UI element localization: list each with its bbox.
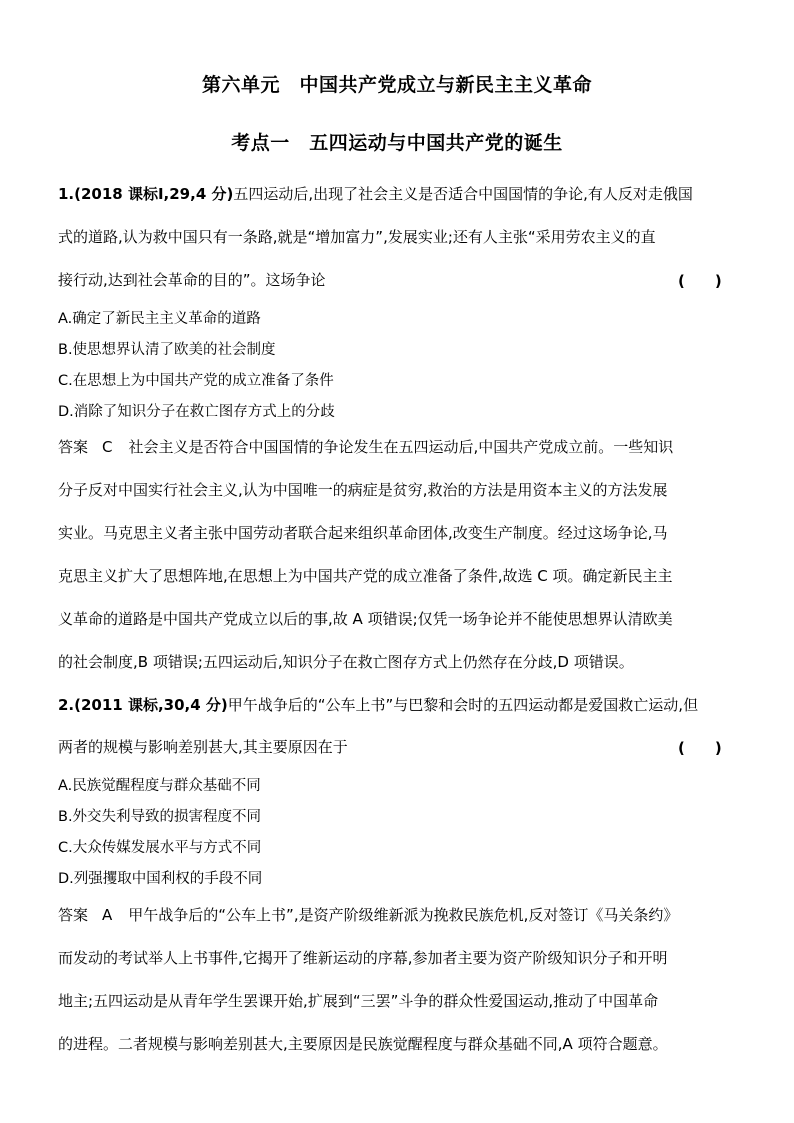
question-1-explanation-line-2: 分子反对中国实行社会主义,认为中国唯一的病症是贫穷,救治的方法是用资本主义的方法发展 — [58, 481, 668, 499]
question-1-answer-letter: C — [102, 438, 113, 456]
question-2-option-d: D.列强攫取中国利权的手段不同 — [58, 871, 263, 887]
question-1-explanation-line-3: 实业。马克思主义者主张中国劳动者联合起来组织革命团体,改变生产制度。经过这场争论,马 — [58, 524, 668, 542]
question-1-source: 1.(2018 课标Ⅰ,29,4 分) — [58, 185, 234, 203]
question-2-option-a: A.民族觉醒程度与群众基础不同 — [58, 778, 261, 794]
question-2-option-c: C.大众传媒发展水平与方式不同 — [58, 840, 262, 856]
question-1-explanation-line-6: 的社会制度,B 项错误;五四运动后,知识分子在救亡图存方式上仍然存在分歧,D 项错误。 — [58, 653, 634, 671]
question-1-option-b: B.使思想界认清了欧美的社会制度 — [58, 342, 276, 358]
question-2-answer-line-1 — [58, 905, 678, 925]
question-1-stem-line-3: 接行动,达到社会革命的目的”。这场争论 — [58, 271, 326, 289]
question-2-option-b: B.外交失利导致的损害程度不同 — [58, 809, 262, 825]
question-1-option-d: D.消除了知识分子在救亡图存方式上的分歧 — [58, 404, 335, 420]
unit-title: 第六单元 中国共产党成立与新民主主义革命 — [201, 74, 592, 96]
question-2-explanation-text-1: 甲午战争后的“公车上书”,是资产阶级维新派为挽救民族危机,反对签订《马关条约》 — [128, 906, 679, 924]
question-2-stem-text-1: 甲午战争后的“公车上书”与巴黎和会时的五四运动都是爱国救亡运动,但 — [227, 696, 699, 714]
question-2-source: 2.(2011 课标,30,4 分) — [58, 696, 228, 714]
question-2-answer-letter: A — [102, 906, 113, 924]
question-1-explanation-text-1: 社会主义是否符合中国国情的争论发生在五四运动后,中国共产党成立前。一些知识 — [128, 438, 674, 456]
question-1-stem-line-2: 式的道路,认为救中国只有一条路,就是“增加富力”,发展实业;还有人主张“采用劳农主义的直 — [58, 228, 656, 246]
question-1-stem-line-1 — [58, 184, 693, 204]
question-2-answer-label: 答案 — [58, 906, 89, 924]
question-1-answer-label: 答案 — [58, 438, 89, 456]
question-1-stem-text-1: 五四运动后,出现了社会主义是否适合中国国情的争论,有人反对走俄国 — [233, 185, 693, 203]
question-1-explanation-line-5: 义革命的道路是中国共产党成立以后的事,故 A 项错误;仅凭一场争论并不能使思想界认清欧美 — [58, 610, 673, 628]
question-1-explanation-line-4: 克思主义扩大了思想阵地,在思想上为中国共产党的成立准备了条件,故选 C 项。确定新民主主 — [58, 567, 673, 585]
question-2-stem-line-1 — [58, 695, 698, 715]
question-2-explanation-line-3: 地主;五四运动是从青年学生罢课开始,扩展到“三罢”斗争的群众性爱国运动,推动了中国革命 — [58, 992, 659, 1010]
question-1-option-a: A.确定了新民主主义革命的道路 — [58, 311, 261, 327]
question-2-stem-line-2: 两者的规模与影响差别甚大,其主要原因在于 — [58, 738, 348, 756]
question-1-answer-line-1 — [58, 437, 673, 457]
section-title: 考点一 五四运动与中国共产党的诞生 — [231, 132, 563, 154]
question-1-answer-parentheses: ( ) — [678, 272, 722, 290]
question-2-answer-parentheses: ( ) — [678, 739, 722, 757]
question-1-option-c: C.在思想上为中国共产党的成立准备了条件 — [58, 373, 334, 389]
question-2-explanation-line-2: 而发动的考试举人上书事件,它揭开了维新运动的序幕,参加者主要为资产阶级知识分子和开明 — [58, 949, 668, 967]
question-2-explanation-line-4: 的进程。二者规模与影响差别甚大,主要原因是民族觉醒程度与群众基础不同,A 项符合题意。 — [58, 1035, 668, 1053]
